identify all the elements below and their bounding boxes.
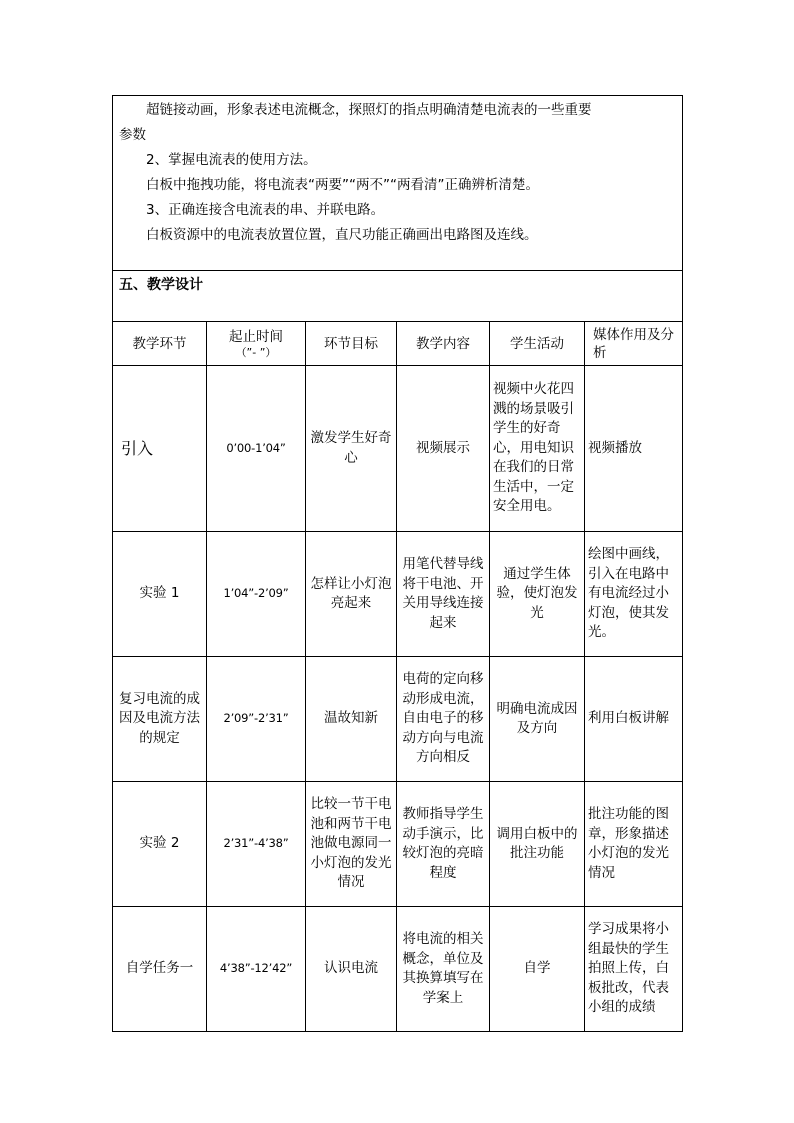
header-media: 媒体作用及分析 — [585, 322, 683, 366]
header-activity: 学生活动 — [490, 322, 585, 366]
cell-goal: 温故知新 — [306, 657, 397, 782]
cell-time: 0’00-1’04” — [207, 366, 306, 532]
cell-activity: 明确电流成因及方向 — [490, 657, 585, 782]
table-row — [113, 907, 683, 1032]
cell-stage: 实验 1 — [113, 532, 207, 657]
table-row — [113, 366, 683, 532]
table-row — [113, 657, 683, 782]
cell-content: 将电流的相关概念，单位及其换算填写在学案上 — [397, 907, 490, 1032]
intro-line: 超链接动画，形象表述电流概念，探照灯的指点明确清楚电流表的一些重要 — [146, 102, 592, 118]
cell-media: 视频播放 — [585, 366, 683, 532]
cell-stage: 复习电流的成因及电流方法的规定 — [113, 657, 207, 782]
intro-line: 参数 — [119, 127, 146, 143]
cell-media: 批注功能的图章，形象描述小灯泡的发光情况 — [585, 782, 683, 907]
header-time-sub: （”- ”） — [235, 345, 277, 359]
lesson-table — [112, 95, 683, 1032]
header-time — [207, 322, 306, 366]
intro-line: 2、掌握电流表的使用方法。 — [146, 152, 317, 168]
cell-stage: 自学任务一 — [113, 907, 207, 1032]
cell-media: 利用白板讲解 — [585, 657, 683, 782]
cell-content: 视频展示 — [397, 366, 490, 532]
table-header-row — [113, 322, 683, 366]
cell-content: 电荷的定向移动形成电流，自由电子的移动方向与电流方向相反 — [397, 657, 490, 782]
cell-goal: 认识电流 — [306, 907, 397, 1032]
header-content: 教学内容 — [397, 322, 490, 366]
document-page — [112, 95, 682, 1032]
header-goal: 环节目标 — [306, 322, 397, 366]
section-title: 五、教学设计 — [113, 271, 683, 322]
cell-time: 4’38”-12’42” — [207, 907, 306, 1032]
cell-time: 2’31”-4’38” — [207, 782, 306, 907]
cell-activity: 自学 — [490, 907, 585, 1032]
cell-content: 用笔代替导线将干电池、开关用导线连接起来 — [397, 532, 490, 657]
cell-stage: 引入 — [113, 366, 207, 532]
cell-media: 绘图中画线，引入在电路中有电流经过小灯泡，使其发光。 — [585, 532, 683, 657]
cell-time: 2’09”-2’31” — [207, 657, 306, 782]
intro-line: 3、正确连接含电流表的串、并联电路。 — [146, 202, 385, 218]
cell-goal: 比较一节干电池和两节干电池做电源同一小灯泡的发光情况 — [306, 782, 397, 907]
cell-activity: 调用白板中的批注功能 — [490, 782, 585, 907]
cell-stage: 实验 2 — [113, 782, 207, 907]
cell-goal: 激发学生好奇心 — [306, 366, 397, 532]
header-time-label: 起止时间 — [229, 328, 283, 345]
cell-media: 学习成果将小组最快的学生拍照上传，白板批改，代表小组的成绩 — [585, 907, 683, 1032]
header-stage: 教学环节 — [113, 322, 207, 366]
cell-activity: 通过学生体验，使灯泡发光 — [490, 532, 585, 657]
intro-line: 白板资源中的电流表放置位置，直尺功能正确画出电路图及连线。 — [146, 227, 538, 243]
cell-goal: 怎样让小灯泡亮起来 — [306, 532, 397, 657]
table-row — [113, 782, 683, 907]
cell-activity: 视频中火花四溅的场景吸引学生的好奇心，用电知识在我们的日常生活中，一定安全用电。 — [490, 366, 585, 532]
table-row — [113, 532, 683, 657]
intro-line: 白板中拖拽功能，将电流表“两要”“两不”“两看清”正确辨析清楚。 — [146, 177, 539, 193]
intro-cell — [113, 96, 683, 271]
cell-time: 1’04”-2’09” — [207, 532, 306, 657]
cell-content: 教师指导学生动手演示，比较灯泡的亮暗程度 — [397, 782, 490, 907]
